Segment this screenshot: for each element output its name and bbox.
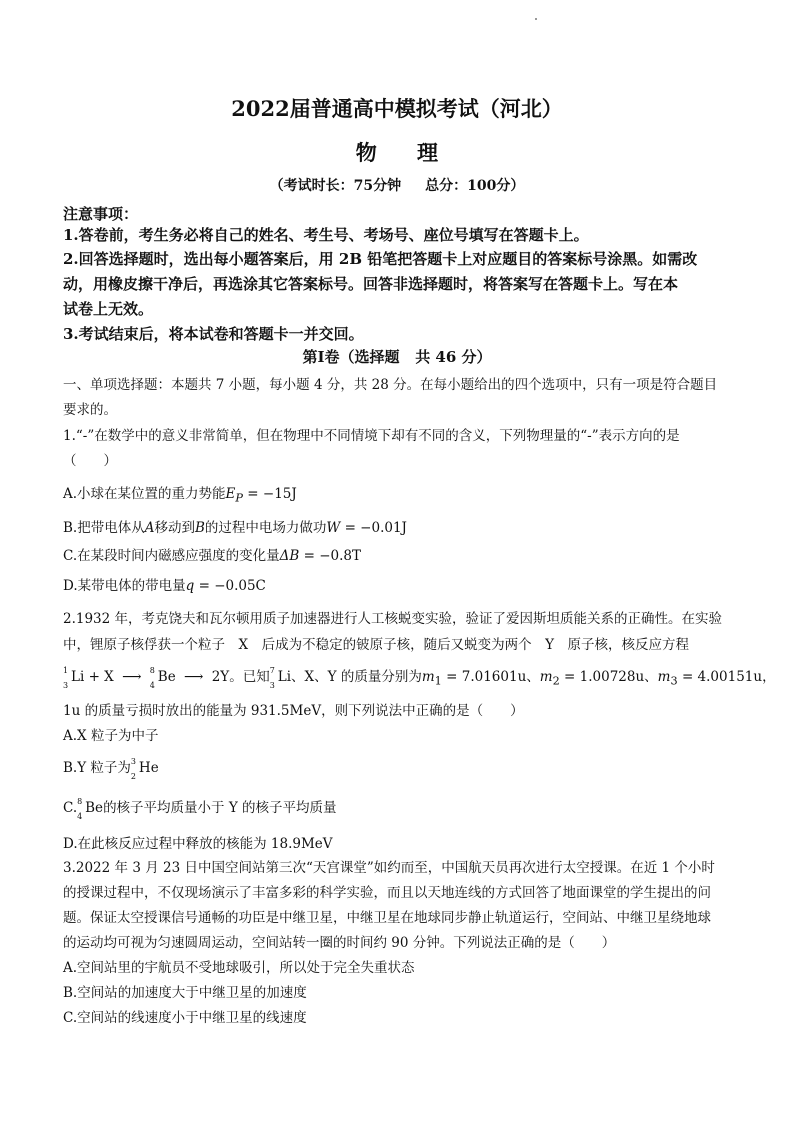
q3-option-b: B.空间站的加速度大于中继卫星的加速度	[63, 985, 307, 1001]
section-intro-line-2: 要求的。	[63, 402, 117, 418]
q2-stem-line-4: 1u 的质量亏损时放出的能量为 931.5MeV，则下列说法中正确的是（ ）	[63, 703, 524, 719]
q2-option-a: A.X 粒子为中子	[63, 728, 159, 744]
exam-duration: （考试时长：75分钟	[269, 178, 402, 194]
be-isotope-numbers	[149, 665, 158, 690]
subject-title	[0, 137, 794, 167]
q1-option-a	[63, 482, 742, 505]
m-separator-2: 、	[644, 669, 658, 685]
section-title-text: 第Ⅰ卷（选择题	[302, 348, 400, 366]
q1-b-text-1: B.把带电体从	[63, 520, 145, 536]
q1-a-value: = −15J	[242, 486, 297, 502]
q3-stem-line-4: 的运动均可视为匀速圆周运动，空间站转一圈的时间约 90 分钟。下列说法正确的是（ ）	[63, 935, 616, 951]
q1-d-symbol: q	[185, 578, 195, 594]
q1-c-symbol: ΔB	[279, 548, 300, 564]
q1-d-value: = −0.05C	[194, 578, 266, 594]
q2-masses-text: 、X、Y 的质量分别为	[291, 669, 422, 685]
q2-reaction-line	[63, 665, 776, 690]
reaction-arrow-2: ⟶	[184, 669, 204, 685]
q3-stem-line-1: 3.2022 年 3 月 23 日中国空间站第三次“天宫课堂”如约而至，中国航天员再次进行太空授课。在近 1 个小时	[63, 860, 715, 876]
section-title	[0, 346, 794, 367]
q1-option-d	[63, 574, 742, 594]
q3-option-c: C.空间站的线速度小于中继卫星的线速度	[63, 1010, 307, 1026]
reaction-arrow-1: ⟶	[122, 669, 142, 685]
reaction-reactants: Li + X	[71, 669, 114, 685]
q1-a-subscript: P	[235, 491, 243, 505]
m-separator-1: 、	[526, 669, 540, 685]
note-2-line-1: 2.回答选择题时，选出每小题答案后，用 2B 铅笔把答题卡上对应题目的答案标号涂黑。如需改	[63, 250, 698, 268]
m1-value: = 7.01601u	[441, 669, 527, 685]
be-atomic-number: 4	[149, 680, 155, 690]
q1-a-text: A.小球在某位置的重力势能	[63, 486, 226, 502]
q2-c-be-atomic-number: 4	[77, 811, 83, 821]
m3-subscript: 3	[670, 674, 678, 688]
reaction-intermediate: Be	[157, 669, 176, 685]
q2-c-label: C.	[63, 800, 78, 816]
q2-known-text: 。已知	[229, 669, 270, 685]
li7-symbol: Li	[277, 669, 292, 685]
note-3: 3.考试结束后，将本试卷和答题卡一并交回。	[63, 325, 364, 343]
be-mass-number: 8	[149, 665, 155, 675]
m2-symbol: m	[539, 669, 553, 685]
subject-char-2: 理	[417, 140, 439, 165]
q2-c-text: 的核子平均质量小于 Y 的核子平均质量	[103, 800, 337, 816]
q1-b-symbol: W	[326, 520, 341, 536]
he-symbol: He	[138, 760, 159, 776]
note-2-line-3: 试卷上无效。	[63, 300, 154, 318]
q3-option-a: A.空间站里的宇航员不受地球吸引，所以处于完全失重状态	[63, 960, 415, 976]
section-intro-line-1: 一、单项选择题：本题共 7 小题，每小题 4 分，共 28 分。在每小题给出的四个选项中，只有一项是符合题目	[63, 377, 718, 393]
q1-c-value: = −0.8T	[299, 548, 361, 564]
scan-dot	[535, 18, 537, 20]
q1-stem-line-2: （ ）	[63, 453, 117, 469]
he-isotope-numbers	[130, 756, 139, 781]
q2-stem-line-1: 2.1932 年，考克饶夫和瓦尔顿用质子加速器进行人工核蜕变实验，验证了爱因斯坦质能关系的正确性。在实验	[63, 611, 723, 627]
he-mass-number: 3	[130, 756, 137, 766]
he-atomic-number: 2	[130, 771, 137, 781]
li-atomic-number: 3	[63, 680, 69, 690]
notes-heading: 注意事项：	[63, 205, 139, 223]
section-score: 共 46 分）	[415, 348, 492, 366]
li7-isotope-numbers	[269, 665, 278, 690]
m2-value: = 1.00728u	[559, 669, 645, 685]
m1-symbol: m	[421, 669, 435, 685]
q2-option-c	[63, 796, 742, 821]
q1-d-text: D.某带电体的带电量	[63, 578, 186, 594]
q1-stem-line-1: 1.“-”在数学中的意义非常简单，但在物理中不同情境下却有不同的含义，下列物理量的“-”表示方向的是	[63, 428, 680, 444]
m3-symbol: m	[657, 669, 671, 685]
q1-a-symbol: E	[225, 486, 236, 502]
q2-option-d: D.在此核反应过程中释放的核能为 18.9MeV	[63, 836, 333, 852]
q2-c-be-mass-number: 8	[77, 796, 83, 806]
note-2-line-2: 动，用橡皮擦干净后，再选涂其它答案标号。回答非选择题时，将答案写在答题卡上。写在本	[63, 275, 679, 293]
q1-b-point-a: A	[144, 520, 155, 536]
li7-atomic-number: 3	[269, 680, 275, 690]
q2-stem-line-2: 中，锂原子核俘获一个粒子 X 后成为不稳定的铍原子核，随后又蜕变为两个 Y 原子核，核反应方程	[63, 637, 690, 653]
q2-b-text: B.Y 粒子为	[63, 760, 131, 776]
q1-b-text-3: 的过程中电场力做功	[204, 520, 327, 536]
q1-b-point-b: B	[194, 520, 205, 536]
exam-total: 总分：100分）	[425, 178, 525, 194]
q3-stem-line-2: 的授课过程中，不仅现场演示了丰富多彩的科学实验，而且以天地连线的方式回答了地面课堂的学生提出的问	[63, 885, 711, 901]
q2-c-be-symbol: Be	[85, 800, 104, 816]
li7-mass-number: 7	[269, 665, 275, 675]
m1-subscript: 1	[434, 674, 442, 688]
q1-b-text-2: 移动到	[154, 520, 195, 536]
subject-char-1: 物	[355, 140, 377, 165]
exam-title: 2022届普通高中模拟考试（河北）	[231, 96, 563, 121]
q1-c-text: C.在某段时间内磁感应强度的变化量	[63, 548, 280, 564]
m2-subscript: 2	[552, 674, 560, 688]
q2-c-be-isotope-numbers	[77, 796, 85, 821]
q1-b-value: = −0.01J	[340, 520, 407, 536]
note-1: 1.答卷前，考生务必将自己的姓名、考生号、考场号、座位号填写在答题卡上。	[63, 226, 589, 244]
m3-value: = 4.00151u	[677, 669, 763, 685]
q1-option-c	[63, 544, 742, 564]
li-mass-number: 1	[63, 665, 69, 675]
q2-option-b	[63, 756, 742, 781]
exam-info	[0, 175, 794, 195]
q2-comma: ，	[762, 669, 776, 685]
q3-stem-line-3: 题。保证太空授课信号通畅的功臣是中继卫星，中继卫星在地球同步静止轨道运行，空间站、中继卫星绕地球	[63, 910, 711, 926]
q1-option-b	[63, 516, 742, 536]
li-isotope-numbers	[63, 665, 71, 690]
reaction-products: 2Y	[211, 669, 230, 685]
